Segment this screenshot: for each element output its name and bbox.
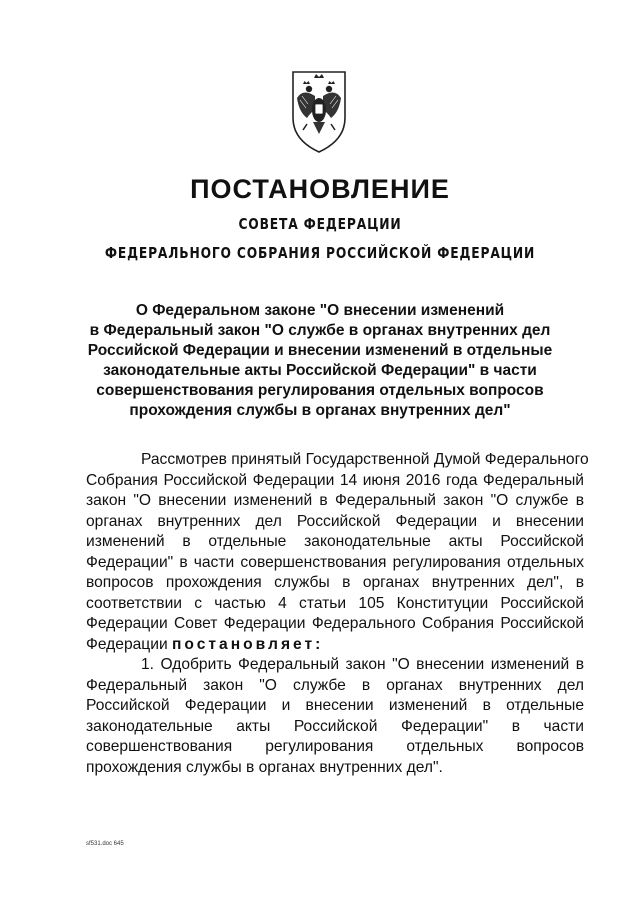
issuer-line-1: СОВЕТА ФЕДЕРАЦИИ [238,215,402,233]
paragraph-line: Российской Федерации и внесении изменений в отдельные [86,697,584,714]
paragraph-line: изменений в отдельные законодательные акты Российской [86,533,584,550]
paragraph-line: закон "О внесении изменений в Федеральный закон "О службе в [86,492,584,509]
paragraph-line: органах внутренних дел Российской Федерации и внесении [86,512,584,530]
clause-1-paragraph [86,655,584,778]
subject-line: прохождения службы в органах внутренних дел" [129,402,511,419]
paragraph-line: совершенствования регулирования отдельных вопросов [86,738,584,755]
document-title: ПОСТАНОВЛЕНИЕ [190,174,450,204]
issuer-line-2: ФЕДЕРАЛЬНОГО СОБРАНИЯ РОССИЙСКОЙ ФЕДЕРАЦИИ [104,244,536,262]
paragraph-line: Федерации Совет Федерации Федерального Собрания Российской [86,615,584,632]
paragraph-line: Федеральный закон "О службе в органах внутренних дел [86,676,584,694]
paragraph-line: соответствии с частью 4 статьи 105 Конституции Российской [86,594,584,612]
paragraph-line [86,635,584,656]
subject-line: законодательные акты Российской Федерации" в части [103,362,537,379]
subject-line: в Федеральный закон "О службе в органах внутренних дел [89,322,551,339]
resolves-keyword: постановляет: [172,635,324,653]
coat-of-arms-icon [285,68,353,156]
subject-line: О Федеральном законе "О внесении изменений [135,302,505,319]
paragraph-line: 1. Одобрить Федеральный закон "О внесении изменений в [141,656,584,673]
paragraph-line: Федерации" в части совершенствования регулирования отдельных [86,553,584,571]
document-code: sf531.doc 645 [86,841,124,847]
paragraph-line: законодательные акты Российской Федерации" в части [86,717,584,735]
subject-line: Российской Федерации и внесении изменений в отдельные [87,342,553,359]
paragraph-line: Собрания Российской Федерации 14 июня 2016 года Федеральный [86,471,584,489]
paragraph-line-text: Федерации [86,635,168,653]
paragraph-line: прохождения службы в органах внутренних дел". [86,758,443,776]
paragraph-line: Рассмотрев принятый Государственной Думой Федерального [141,451,589,468]
preamble-paragraph [86,450,589,655]
resolution-subject [80,301,560,421]
paragraph-line: вопросов прохождения службы в органах внутренних дел", в [86,574,584,591]
subject-line: совершенствования регулирования отдельных вопросов [96,382,544,399]
